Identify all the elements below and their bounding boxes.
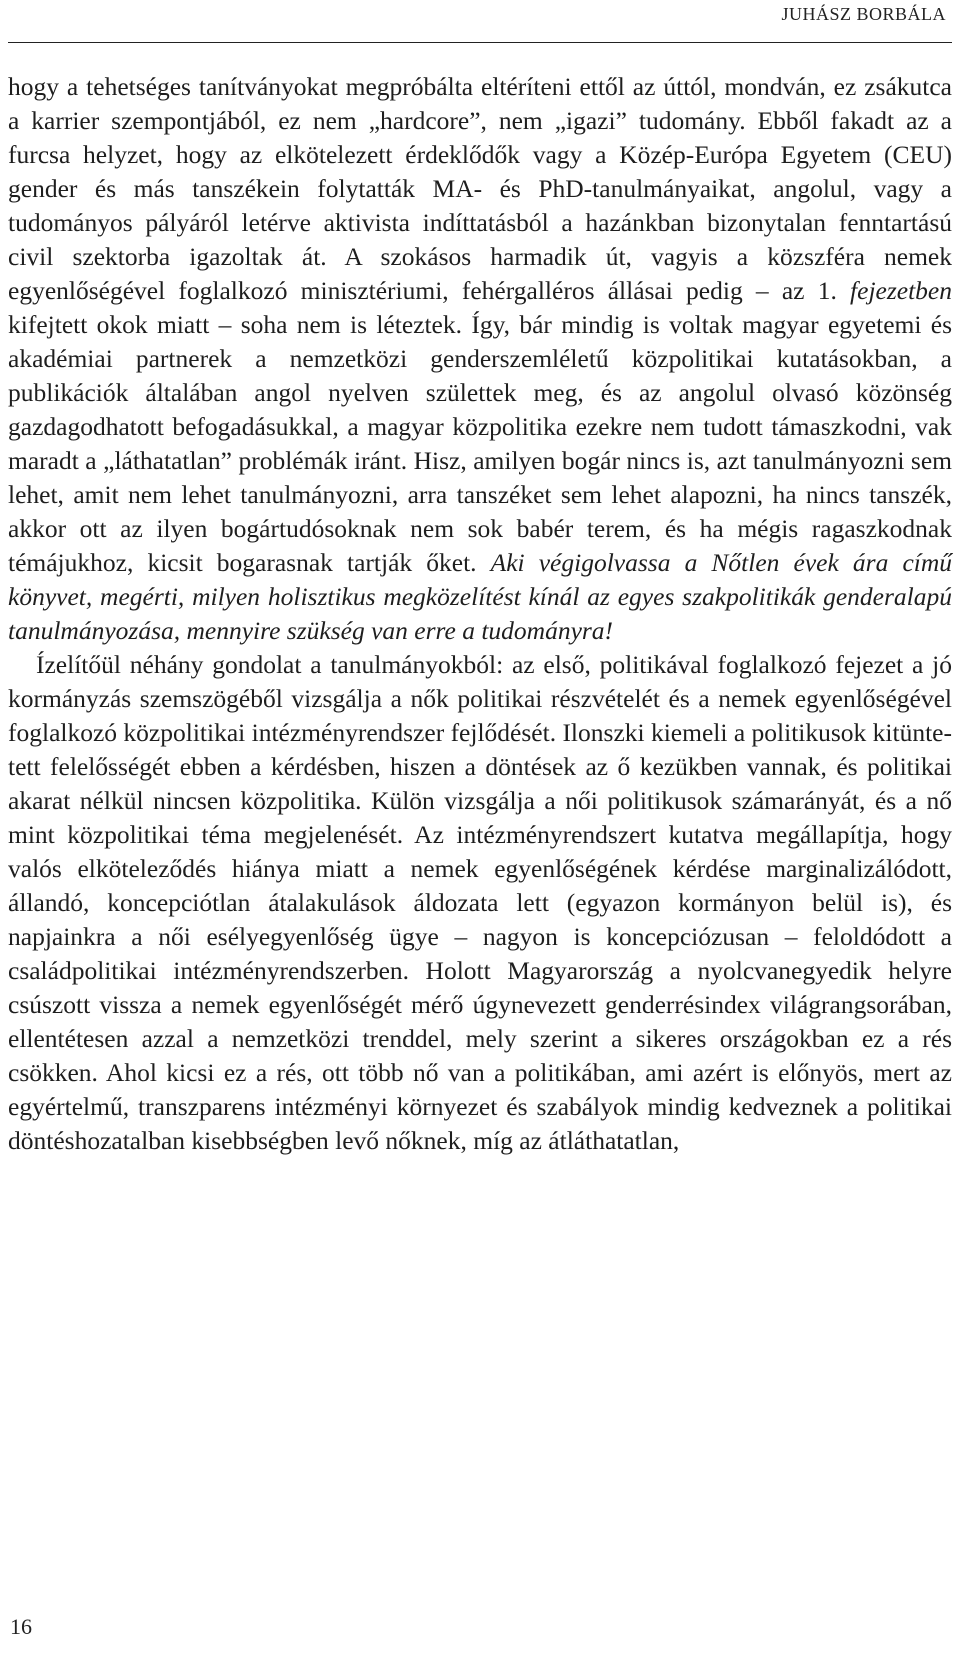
paragraph-1-segment-2-italic: fejezetben xyxy=(850,276,952,305)
page-number: 16 xyxy=(10,1614,32,1639)
paragraph-1-segment-3: kifejtett okok miatt – soha nem is léteztek. Így, bár mindig is voltak magyar egyetemi és akadémiai partnerek a nemzetközi genderszemléletű közpolitikai kutatásokban, a publikációk általában angol nyelven születtek meg, és az angolul olvasó közönség gazdagodhatott befogadásukkal, a magyar közpolitika ezekre nem tudott támaszkodni, vak maradt a „láthatatlan” problémák iránt. Hisz, amilyen bogár nincs is, azt tanulmányozni sem lehet, amit nem lehet tanulmányozni, arra tanszéket sem lehet alapozni, ha nincs tanszék, akkor ott az ilyen bogártudósoknak nem sok babér terem, és ha mégis ragaszkodnak témájukhoz, kicsit bogarasnak tartják őket. xyxy=(8,310,952,577)
body-text xyxy=(8,70,952,1158)
paragraph-2 xyxy=(8,648,952,1158)
paragraph-1-segment-1: hogy a tehetséges tanítványokat megpróbálta eltéríteni ettől az úttól, mondván, ez zsákutca a karrier szempontjából, ez nem „hardcore”, nem „igazi” tudomány. Ebből fakadt az a furcsa helyzet, hogy az elkötelezett érdeklődők vagy a Közép-Európa Egyetem (CEU) gender és más tanszékein folytatták MA- és PhD-tanulmányaikat, angolul, vagy a tudományos pályáról letérve aktivista indíttatásból a hazánkban bizonytalan fenntartású civil szektorba igazoltak át. A szokásos harmadik út, vagyis a közszféra nemek egyenlőségével foglalkozó minisztériumi, fehérgalléros állásai pedig – az 1. xyxy=(8,72,952,305)
running-head-author: JUHÁSZ BORBÁLA xyxy=(781,4,946,24)
paragraph-1-segment-4-italic: Aki végigolvassa a Nőtlen évek ára című könyvet, megérti, milyen holisztikus megközelítést kínál az egyes szakpolitikák genderalapú tanulmányozása, mennyire szükség van erre a tudományra! xyxy=(8,548,953,645)
paragraph-2-segment-1: Ízelítőül néhány gondolat a tanulmányokból: az első, politikával foglalkozó fejezet a jó kormányzás szemszögéből vizsgálja a nők politikai részvételét és a nemek egyenlőségével foglalkozó közpolitikai intézményrendszer fejlődését. Ilonszki kiemeli a politikusok kitüntetett felelősségét ebben a kérdésben, hiszen a döntések az ő kezükben vannak, és politikai akarat nélkül nincsen közpolitika. Külön vizsgálja a női politikusok számarányát, és a nő mint közpolitikai téma megjelenését. Az intézményrendszert kutatva megállapítja, hogy valós elköteleződés hiánya miatt a nemek egyenlőségének kérdése marginalizálódott, állandó, koncepciótlan átalakulások áldozata lett (egyazon kormányon belül is), és napjainkra a női esélyegyenlőség ügye – nagyon is koncepciózusan – feloldódott a családpolitikai intézményrendszerben. Holott Magyarország a nyolcvanegyedik helyre csúszott vissza a nemek egyenlőségét mérő úgynevezett genderrésindex világrangsorában, ellentétesen azzal a nemzetközi trenddel, mely szerint a sikeres országokban ez a rés csökken. Ahol kicsi ez a rés, ott több nő van a politikában, ami azért is előnyös, mert az egyértelmű, transzparens intézményi környezet és szabályok mindig kedveznek a politikai döntéshozatalban kisebbségben levő nőknek, míg az átláthatatlan, xyxy=(8,650,952,1155)
paragraph-1 xyxy=(8,70,952,648)
header-rule xyxy=(8,42,952,43)
